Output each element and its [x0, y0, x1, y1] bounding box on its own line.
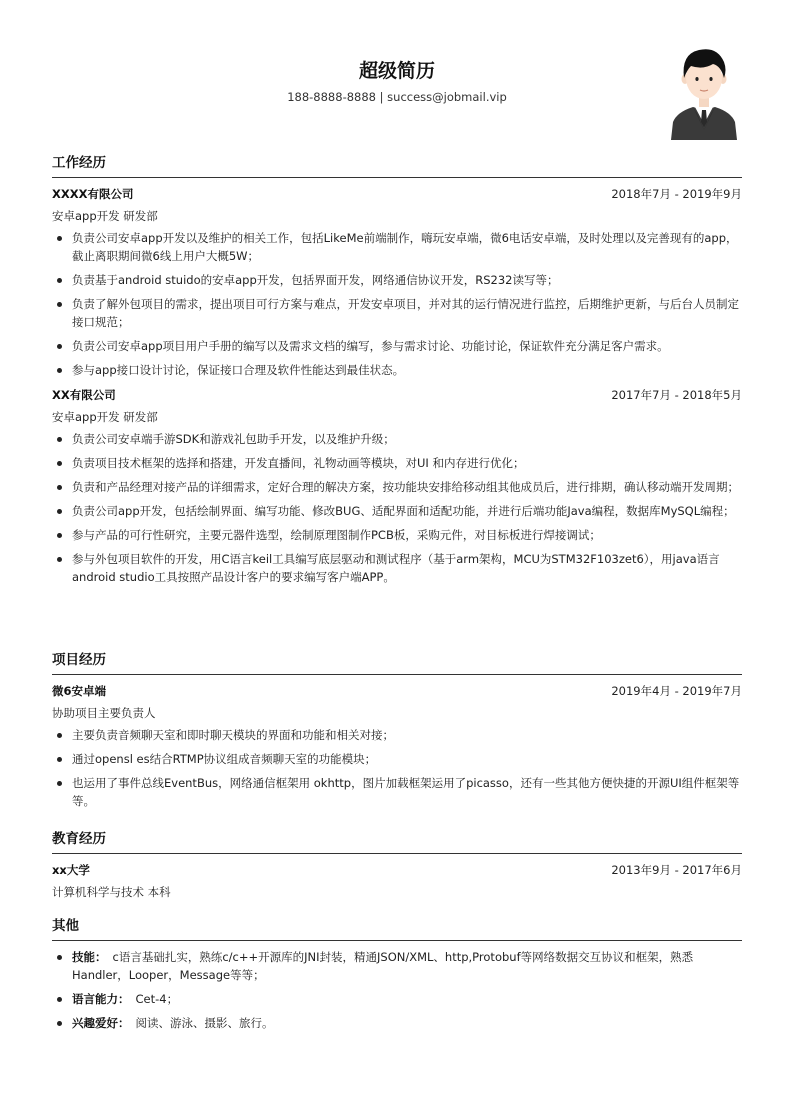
hobbies-text: 阅读、游泳、摄影、旅行。	[135, 1016, 274, 1030]
education-section	[52, 827, 742, 900]
other-section	[52, 914, 742, 1038]
education-entry	[52, 862, 742, 900]
list-item	[52, 948, 742, 984]
work-entry	[52, 186, 742, 379]
section-title-project: 项目经历	[52, 648, 742, 675]
company-name: XXXX有限公司	[52, 187, 134, 201]
hobbies-label: 兴趣爱好：	[72, 1016, 130, 1030]
work-entry	[52, 387, 742, 586]
date-range: 2019年4月 - 2019年7月	[611, 684, 742, 698]
project-name: 微6安卓端	[52, 684, 107, 698]
list-item: 负责公司安卓app项目用户手册的编写以及需求文档的编写，参与需求讨论、功能讨论，保证软件充分满足客户需求。	[52, 337, 742, 355]
section-title-other: 其他	[52, 914, 742, 941]
date-range: 2017年7月 - 2018年5月	[611, 388, 742, 402]
work-experience-section	[52, 151, 742, 592]
resume-header	[52, 0, 742, 146]
job-role: 安卓app开发 研发部	[52, 209, 158, 223]
resume-title: 超级简历	[358, 60, 435, 82]
list-item: 负责项目技术框架的选择和搭建，开发直播间，礼物动画等模块，对UI 和内存进行优化；	[52, 454, 742, 472]
list-item: 负责和产品经理对接产品的详细需求，定好合理的解决方案，按功能块安排给移动组其他成员后，进行排期，确认移动端开发周期；	[52, 478, 742, 496]
list-item: 负责公司安卓app开发以及维护的相关工作，包括LikeMe前端制作，嗨玩安卓端，微6电话安卓端，及时处理以及完善现有的app，截止离职期间微6线上用户大概5W；	[52, 229, 742, 265]
skills-text: c语言基础扎实，熟练c/c++开源库的JNI封装，精通JSON/XML、http,Protobuf等网络数据交互协议和框架，熟悉Handler，Looper，Message等等；	[72, 950, 694, 982]
job-role: 安卓app开发 研发部	[52, 410, 158, 424]
list-item	[52, 990, 742, 1008]
list-item: 参与外包项目软件的开发，用C语言keil工具编写底层驱动和测试程序（基于arm架构，MCU为STM32F103zet6），用java语言android studio工具按照产品设计客户的要求编写客户端APP。	[52, 550, 742, 586]
list-item: 也运用了事件总线EventBus，网络通信框架用 okhttp，图片加载框架运用了picasso，还有一些其他方便快捷的开源UI组件框架等等。	[52, 774, 742, 810]
list-item: 负责公司app开发，包括绘制界面、编写功能、修改BUG、适配界面和适配功能，并进行后端功能Java编程，数据库MySQL编程；	[52, 502, 742, 520]
section-title-education: 教育经历	[52, 827, 742, 854]
school-name: xx大学	[52, 863, 90, 877]
list-item: 负责公司安卓端手游SDK和游戏礼包助手开发，以及维护升级；	[52, 430, 742, 448]
list-item: 主要负责音频聊天室和即时聊天模块的界面和功能和相关对接；	[52, 726, 742, 744]
list-item: 通过opensl es结合RTMP协议组成音频聊天室的功能模块；	[52, 750, 742, 768]
date-range: 2018年7月 - 2019年9月	[611, 187, 742, 201]
list-item: 参与app接口设计讨论，保证接口合理及软件性能达到最佳状态。	[52, 361, 742, 379]
skills-label: 技能：	[72, 950, 107, 964]
project-entry	[52, 683, 742, 810]
project-experience-section	[52, 648, 742, 816]
list-item	[52, 1014, 742, 1032]
resume-page	[52, 0, 742, 1030]
company-name: XX有限公司	[52, 388, 116, 402]
degree-major: 计算机科学与技术 本科	[52, 885, 171, 899]
project-role: 协助项目主要负责人	[52, 706, 156, 720]
person-avatar-icon	[669, 44, 739, 140]
list-item: 负责基于android stuido的安卓app开发，包括界面开发，网络通信协议开发，RS232读写等；	[52, 271, 742, 289]
date-range: 2013年9月 - 2017年6月	[611, 863, 742, 877]
list-item: 参与产品的可行性研究，主要元器件选型，绘制原理图制作PCB板，采购元件，对目标板进行焊接调试；	[52, 526, 742, 544]
section-title-work: 工作经历	[52, 151, 742, 178]
list-item: 负责了解外包项目的需求，提出项目可行方案与难点，开发安卓项目，并对其的运行情况进行监控，后期维护更新，与后台人员制定接口规范；	[52, 295, 742, 331]
language-label: 语言能力：	[72, 992, 130, 1006]
contact-info: 188-8888-8888 | success@jobmail.vip	[287, 90, 507, 104]
language-text: Cet-4；	[135, 992, 179, 1006]
